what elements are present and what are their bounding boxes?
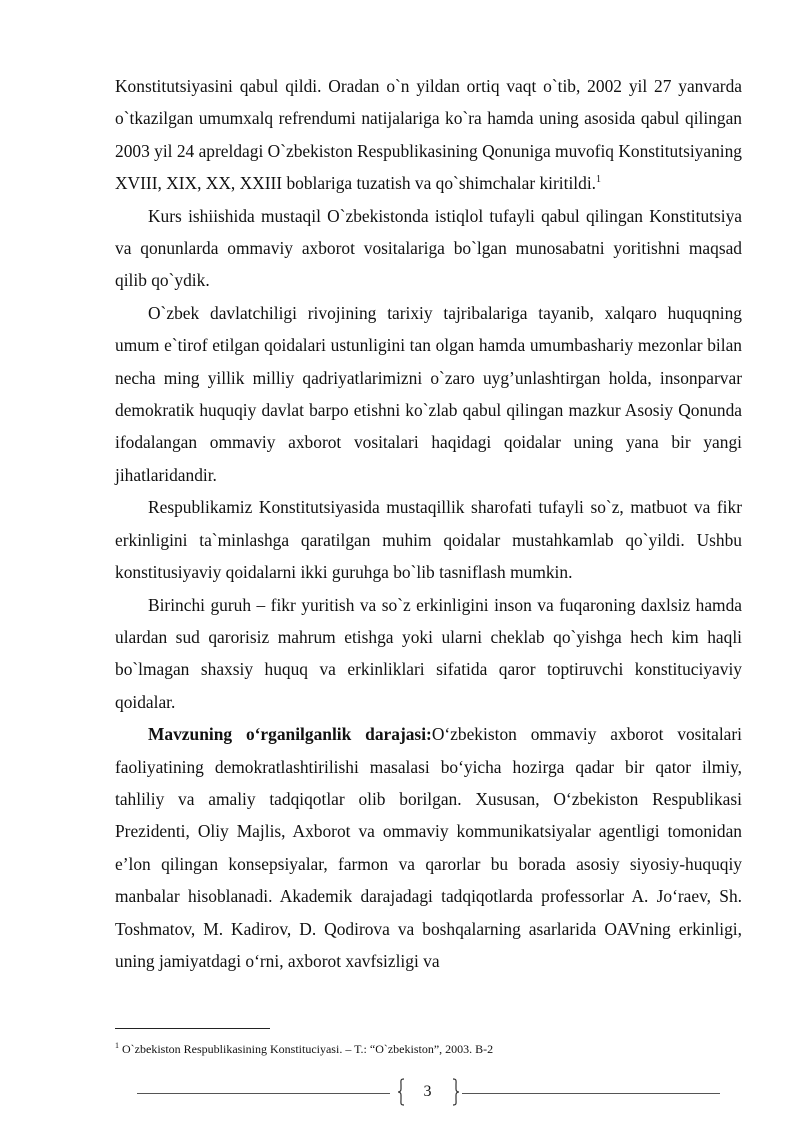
- paragraph-first-group: [115, 589, 742, 719]
- paragraph-text: Birinchi guruh – fikr yuritish va so`z erkinligini inson va fuqaroning daxlsiz hamda ulardan sud qarorisiz mahrum etishga yoki ularni cheklab qo`yishga hech kim haqli bo`lmagan shaxsiy huquq va erkinliklari sifatida qaror toptiruvchi konstituciyaviy qoidalar.: [115, 594, 742, 712]
- section-heading: Mavzuning o‘rganilganlik darajasi:: [148, 724, 432, 745]
- footnote-text: O`zbekiston Respublikasining Konstituciyasi. – T.: “O`zbekiston”, 2003. B-2: [122, 1042, 494, 1056]
- left-brace-icon: [397, 1078, 405, 1106]
- page-number: 3: [423, 1083, 432, 1100]
- footnote-marker: 1: [115, 1041, 119, 1050]
- footnote-reference[interactable]: 1: [596, 174, 602, 186]
- paragraph-text: O‘zbekiston ommaviy axborot vositalari faoliyatining demokratlashtirilishi masalasi bo‘yicha hozirga qadar bir qator ilmiy, tahliliy va amaliy tadqiqotlar olib borilgan. Xususan, O‘zbekiston Respublikasi Prezidenti, Oliy Majlis, Axborot va ommaviy kommunikatsiyalar agentligi tomonidan e’lon qilingan konsepsiyalar, farmon va qarorlar bu borada asosiy siyosiy-huquqiy manbalar hisoblanadi. Akademik darajadagi tadqiqotlarda professorlar A. Jo‘raev, Sh. Toshmatov, M. Kadirov, D. Qodirova va boshqalarning asarlarida OAVning erkinligi, uning jamiyatdagi o‘rni, axborot xavfsizligi va: [115, 724, 743, 971]
- right-brace-icon: [452, 1078, 460, 1106]
- paragraph-research-level: [115, 718, 742, 977]
- paragraph-text: Konstitutsiyasini qabul qildi. Oradan o`n yildan ortiq vaqt o`tib, 2002 yil 27 yanvarda o`tkazilgan umumxalq refrendumi natijalariga ko`ra hamda uning asosida qabul qilingan 2003 yil 24 apreldagi O`zbekiston Respublikasining Qonuniga muvofiq Konstitutsiyaning XVIII, XIX, XX, XXIII boblariga tuzatish va qo`shimchalar kiritildi.: [115, 76, 742, 194]
- paragraph-freedom-of-speech: [115, 491, 742, 588]
- paragraph-text: O`zbek davlatchiligi rivojining tarixiy tajribalariga tayanib, xalqaro huquqning umum e`tirof etilgan qoidalari ustunligini tan olgan hamda umumbashariy mezonlar bilan necha ming yillik milliy qadriyatlarimizni o`zaro uyg’unlashtirgan holda, insonparvar demokratik huquqiy davlat barpo etishni ko`zlab qabul qilingan mazkur Asosiy Qonunda ifodalangan ommaviy axborot vositalari haqidagi qoidalar uning yana bir yangi jihatlaridandir.: [115, 302, 742, 485]
- document-body: [115, 70, 742, 977]
- footer-line-right: [462, 1093, 720, 1094]
- footnote: [115, 1038, 745, 1057]
- paragraph-statehood-experience: [115, 297, 742, 491]
- paragraph-constitution-amendments: [115, 70, 742, 200]
- paragraph-text: Respublikamiz Konstitutsiyasida mustaqillik sharofati tufayli so`z, matbuot va fikr erkinligini ta`minlashga qaratilgan muhim qoidalar mustahkamlab qo`yildi. Ushbu konstitusiyaviy qoidalarni ikki guruhga bo`lib tasniflash mumkin.: [115, 497, 742, 583]
- footer-line-left: [137, 1093, 390, 1094]
- footnote-separator: [115, 1028, 270, 1029]
- paragraph-text: Kurs ishiishida mustaqil O`zbekistonda istiqlol tufayli qabul qilingan Konstitutsiya va qonunlarda ommaviy axborot vositalariga bo`lgan munosabatni yoritishni maqsad qilib qo`ydik.: [115, 205, 742, 291]
- paragraph-course-goal: [115, 200, 742, 297]
